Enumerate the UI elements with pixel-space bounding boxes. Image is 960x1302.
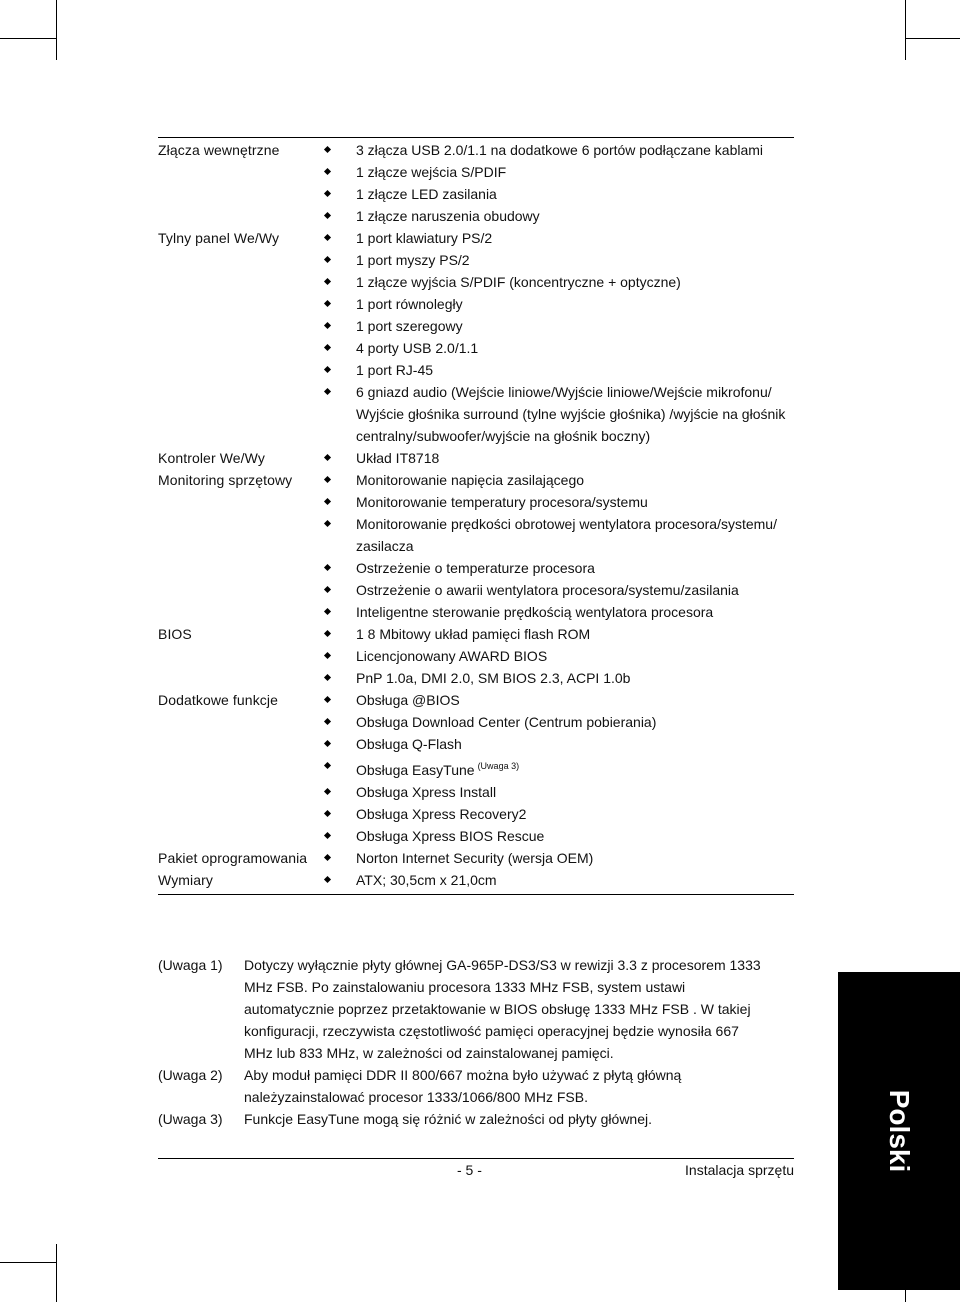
bullet-icon	[321, 689, 356, 711]
spec-item-line-text: 6 gniazd audio (Wejście liniowe/Wyjście liniowe/Wejście mikrofonu/	[356, 384, 772, 400]
bullet-icon	[321, 161, 356, 183]
bullet-icon	[321, 183, 356, 205]
spec-item-text	[356, 183, 794, 205]
section-name: Instalacja sprzętu	[685, 1162, 794, 1178]
spec-item	[321, 847, 794, 869]
spec-item-line-text: 1 port równoległy	[356, 296, 463, 312]
spec-item-line-text: Obsługa Download Center (Centrum pobierania)	[356, 714, 657, 730]
spec-item	[321, 469, 794, 491]
spec-item	[321, 381, 794, 447]
spec-label: Pakiet oprogramowania	[158, 850, 308, 866]
spec-item	[321, 271, 794, 293]
spec-item-text	[356, 689, 794, 711]
spec-item-text	[356, 381, 794, 447]
bullet-icon	[321, 869, 356, 891]
spec-item	[321, 645, 794, 667]
crop-mark	[56, 1244, 57, 1302]
bullet-icon	[321, 447, 356, 469]
spec-item	[321, 227, 794, 249]
spec-item-line	[356, 425, 794, 447]
spec-item-line-text: Obsługa Xpress Install	[356, 784, 497, 800]
spec-item-line	[356, 781, 794, 803]
spec-item-line	[356, 513, 794, 535]
spec-item-text	[356, 645, 794, 667]
bullet-icon	[321, 491, 356, 513]
spec-item	[321, 557, 794, 579]
spec-item	[321, 513, 794, 557]
spec-item-text	[356, 579, 794, 601]
spec-item-line	[356, 271, 794, 293]
spec-label: BIOS	[158, 626, 192, 642]
spec-item-line	[356, 469, 794, 491]
spec-item-text	[356, 781, 794, 803]
spec-item	[321, 359, 794, 381]
spec-item-text	[356, 293, 794, 315]
crop-mark	[0, 1262, 56, 1263]
footnote-label: (Uwaga 3)	[158, 1111, 223, 1127]
spec-item-line	[356, 315, 794, 337]
spec-item	[321, 689, 794, 711]
spec-item	[321, 869, 794, 891]
spec-item-text	[356, 205, 794, 227]
bullet-icon	[321, 847, 356, 869]
spec-item-line	[356, 623, 794, 645]
spec-row	[158, 139, 794, 227]
footer-rule	[158, 1158, 794, 1159]
spec-item	[321, 139, 794, 161]
spec-item-line-text: Inteligentne sterowanie prędkością wentylatora procesora	[356, 604, 714, 620]
bullet-icon	[321, 755, 356, 777]
spec-item-line	[356, 535, 794, 557]
spec-item-line-text: 4 porty USB 2.0/1.1	[356, 340, 479, 356]
spec-item-line-text: 1 port RJ-45	[356, 362, 434, 378]
bullet-icon	[321, 513, 356, 535]
bullet-icon	[321, 601, 356, 623]
spec-item-line-text: centralny/subwoofer/wyjście na głośnik boczny)	[356, 428, 651, 444]
spec-item-text	[356, 315, 794, 337]
spec-item	[321, 337, 794, 359]
spec-item-line-text: Monitorowanie napięcia zasilającego	[356, 472, 585, 488]
spec-item	[321, 781, 794, 803]
language-tab	[838, 972, 960, 1290]
note-reference: (Uwaga 3)	[477, 761, 520, 771]
spec-item-line	[356, 227, 794, 249]
bullet-icon	[321, 469, 356, 491]
spec-item-line-text: Układ IT8718	[356, 450, 440, 466]
footnote-line: konfiguracji, rzeczywista częstotliwość pamięci operacyjnej będzie wynosiła 667	[244, 1023, 739, 1039]
spec-row	[158, 869, 794, 891]
spec-item	[321, 667, 794, 689]
spec-item	[321, 755, 794, 781]
spec-items	[321, 227, 794, 447]
spec-item-line-text: 1 port szeregowy	[356, 318, 463, 334]
footnote-text	[244, 1108, 798, 1130]
spec-item-line-text: Obsługa EasyTune	[356, 762, 475, 778]
footnote-label: (Uwaga 1)	[158, 957, 223, 973]
footnote-line: automatycznie poprzez przetaktowanie w BIOS obsługę 1333 MHz FSB . W takiej	[244, 1001, 751, 1017]
crop-mark	[0, 38, 56, 39]
spec-item	[321, 161, 794, 183]
bullet-icon	[321, 557, 356, 579]
spec-item	[321, 293, 794, 315]
bullet-icon	[321, 227, 356, 249]
spec-item-line	[356, 601, 794, 623]
spec-item-line-text: 3 złącza USB 2.0/1.1 na dodatkowe 6 portów podłączane kablami	[356, 142, 764, 158]
spec-item-line-text: ATX; 30,5cm x 21,0cm	[356, 872, 497, 888]
spec-item-text	[356, 825, 794, 847]
footnote-line: Aby moduł pamięci DDR II 800/667 można było używać z płytą główną	[244, 1067, 682, 1083]
spec-item-line	[356, 711, 794, 733]
bullet-icon	[321, 733, 356, 755]
footnote-line: Funkcje EasyTune mogą się różnić w zależności od płyty głównej.	[244, 1111, 653, 1127]
spec-item-line	[356, 205, 794, 227]
spec-item-line-text: 1 złącze LED zasilania	[356, 186, 497, 202]
spec-label: Wymiary	[158, 872, 214, 888]
spec-item-line-text: 1 port klawiatury PS/2	[356, 230, 493, 246]
spec-item-line	[356, 869, 794, 891]
spec-item-text	[356, 667, 794, 689]
spec-item-line	[356, 733, 794, 755]
spec-item-line	[356, 491, 794, 513]
spec-item-text	[356, 249, 794, 271]
spec-item	[321, 183, 794, 205]
spec-item-line	[356, 557, 794, 579]
spec-item-line-text: 1 złącze naruszenia obudowy	[356, 208, 540, 224]
spec-item-line	[356, 139, 794, 161]
bullet-icon	[321, 293, 356, 315]
spec-item	[321, 803, 794, 825]
spec-item-line	[356, 403, 794, 425]
spec-item-line	[356, 359, 794, 381]
spec-label: Tylny panel We/Wy	[158, 230, 280, 246]
spec-item-line	[356, 825, 794, 847]
spec-item-line	[356, 645, 794, 667]
spec-label: Dodatkowe funkcje	[158, 692, 278, 708]
spec-item-line	[356, 293, 794, 315]
spec-item-text	[356, 447, 794, 469]
spec-item-text	[356, 711, 794, 733]
bullet-icon	[321, 645, 356, 667]
spec-items	[321, 847, 794, 869]
footnote-text	[244, 954, 798, 1064]
bullet-icon	[321, 205, 356, 227]
spec-item-text	[356, 359, 794, 381]
spec-item-line	[356, 755, 794, 781]
bullet-icon	[321, 315, 356, 337]
spec-item-line-text: Licencjonowany AWARD BIOS	[356, 648, 548, 664]
bullet-icon	[321, 381, 356, 403]
spec-items	[321, 447, 794, 469]
spec-item-line-text: 1 złącze wejścia S/PDIF	[356, 164, 507, 180]
bullet-icon	[321, 623, 356, 645]
spec-item-line	[356, 337, 794, 359]
spec-item-line-text: 1 port myszy PS/2	[356, 252, 470, 268]
spec-item-line-text: Obsługa Xpress BIOS Rescue	[356, 828, 545, 844]
footnote	[158, 954, 798, 1064]
spec-item-line-text: PnP 1.0a, DMI 2.0, SM BIOS 2.3, ACPI 1.0b	[356, 670, 631, 686]
footnote-line: należyzainstalować procesor 1333/1066/800 MHz FSB.	[244, 1089, 588, 1105]
spec-label: Monitoring sprzętowy	[158, 472, 293, 488]
spec-item-line	[356, 579, 794, 601]
spec-item-text	[356, 161, 794, 183]
page-number: - 5 -	[457, 1162, 482, 1178]
footnote-label: (Uwaga 2)	[158, 1067, 223, 1083]
spec-item-line-text: 1 złącze wyjścia S/PDIF (koncentryczne + optyczne)	[356, 274, 681, 290]
spec-row	[158, 469, 794, 623]
spec-items	[321, 869, 794, 891]
spec-item-text	[356, 601, 794, 623]
spec-item-line-text: Obsługa @BIOS	[356, 692, 460, 708]
bullet-icon	[321, 667, 356, 689]
spec-item-text	[356, 623, 794, 645]
spec-label: Kontroler We/Wy	[158, 450, 265, 466]
spec-row	[158, 623, 794, 689]
bullet-icon	[321, 803, 356, 825]
bullet-icon	[321, 781, 356, 803]
crop-mark	[905, 0, 906, 60]
spec-item	[321, 315, 794, 337]
spec-item-text	[356, 337, 794, 359]
spec-item	[321, 711, 794, 733]
bullet-icon	[321, 359, 356, 381]
crop-mark	[56, 0, 57, 60]
bullet-icon	[321, 337, 356, 359]
spec-row	[158, 227, 794, 447]
spec-table	[158, 137, 794, 895]
spec-row	[158, 847, 794, 869]
notes-section	[158, 954, 798, 1130]
spec-item-line	[356, 447, 794, 469]
spec-item-line-text: zasilacza	[356, 538, 414, 554]
spec-item-text	[356, 139, 794, 161]
spec-item	[321, 491, 794, 513]
footnote-line: Dotyczy wyłącznie płyty głównej GA-965P-DS3/S3 w rewizji 3.3 z procesorem 1333	[244, 957, 761, 973]
spec-item-line-text: Wyjście głośnika surround (tylne wyjście głośnika) /wyjście na głośnik	[356, 406, 786, 422]
bullet-icon	[321, 825, 356, 847]
spec-row	[158, 447, 794, 469]
spec-item-line	[356, 381, 794, 403]
spec-item-text	[356, 733, 794, 755]
spec-item-text	[356, 803, 794, 825]
spec-items	[321, 139, 794, 227]
footnote	[158, 1108, 798, 1130]
language-tab-label: Polski	[883, 1089, 915, 1173]
spec-item	[321, 579, 794, 601]
bullet-icon	[321, 711, 356, 733]
spec-item-line-text: Ostrzeżenie o awarii wentylatora procesora/systemu/zasilania	[356, 582, 739, 598]
bullet-icon	[321, 579, 356, 601]
spec-item-text	[356, 513, 794, 557]
spec-item-line	[356, 847, 794, 869]
footnote	[158, 1064, 798, 1108]
spec-items	[321, 689, 794, 847]
spec-items	[321, 469, 794, 623]
spec-item	[321, 623, 794, 645]
spec-item-line	[356, 689, 794, 711]
spec-label: Złącza wewnętrzne	[158, 142, 280, 158]
spec-item-text	[356, 469, 794, 491]
spec-item-line-text: Monitorowanie prędkości obrotowej wentylatora procesora/systemu/	[356, 516, 777, 532]
spec-item-text	[356, 557, 794, 579]
spec-item-text	[356, 755, 794, 781]
spec-item-line	[356, 161, 794, 183]
spec-item	[321, 825, 794, 847]
spec-item	[321, 249, 794, 271]
spec-item-line	[356, 183, 794, 205]
bullet-icon	[321, 139, 356, 161]
spec-item-line	[356, 249, 794, 271]
spec-item-line-text: Obsługa Xpress Recovery2	[356, 806, 527, 822]
spec-item-line	[356, 803, 794, 825]
spec-item-text	[356, 491, 794, 513]
spec-item-text	[356, 271, 794, 293]
footnote-text	[244, 1064, 798, 1108]
bullet-icon	[321, 271, 356, 293]
spec-item-line-text: Norton Internet Security (wersja OEM)	[356, 850, 594, 866]
crop-mark	[905, 38, 960, 39]
bullet-icon	[321, 249, 356, 271]
spec-item-line	[356, 667, 794, 689]
spec-item	[321, 447, 794, 469]
spec-item	[321, 601, 794, 623]
spec-item-line-text: Monitorowanie temperatury procesora/systemu	[356, 494, 648, 510]
spec-row	[158, 689, 794, 847]
spec-item-line-text: Obsługa Q-Flash	[356, 736, 462, 752]
spec-item	[321, 733, 794, 755]
spec-items	[321, 623, 794, 689]
footnote-line: MHz lub 833 MHz, w zależności od zainstalowanej pamięci.	[244, 1045, 614, 1061]
footnote-line: MHz FSB. Po zainstalowaniu procesora 1333 MHz FSB, system ustawi	[244, 979, 686, 995]
spec-item-text	[356, 847, 794, 869]
spec-item-line-text: Ostrzeżenie o temperaturze procesora	[356, 560, 595, 576]
spec-item-text	[356, 869, 794, 891]
spec-item-line-text: 1 8 Mbitowy układ pamięci flash ROM	[356, 626, 591, 642]
spec-item-text	[356, 227, 794, 249]
spec-item	[321, 205, 794, 227]
